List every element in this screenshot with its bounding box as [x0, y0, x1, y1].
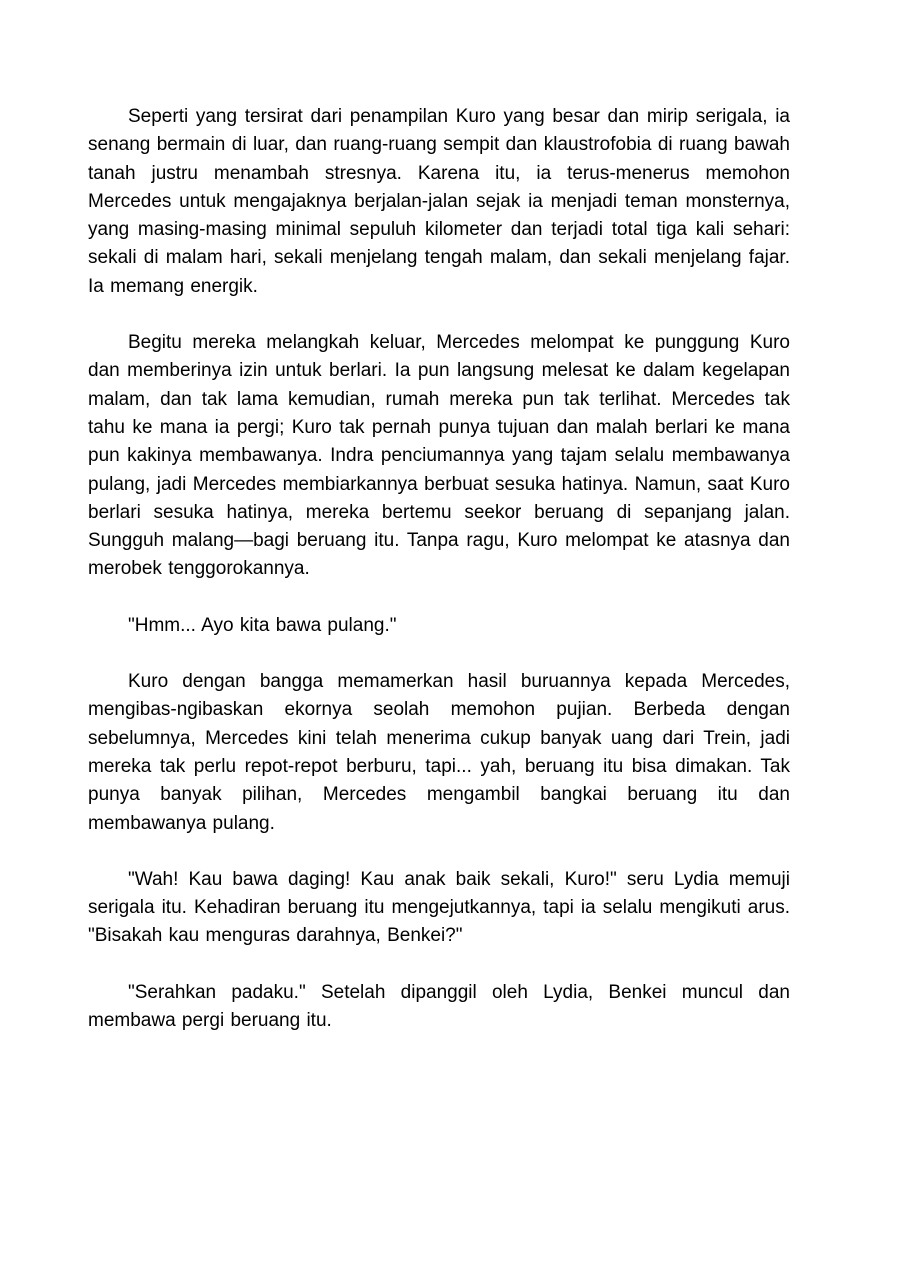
- paragraph-1: Seperti yang tersirat dari penampilan Kuro yang besar dan mirip serigala, ia senang bermain di luar, dan ruang-ruang sempit dan klaustrofobia di ruang bawah tanah justru menambah stresnya. Karena itu, ia terus-menerus memohon Mercedes untuk mengajaknya berjalan-jalan sejak ia menjadi teman monsternya, yang masing-masing minimal sepuluh kilometer dan terjadi total tiga kali sehari: sekali di malam hari, sekali menjelang tengah malam, dan sekali menjelang fajar. Ia memang energik.: [88, 106, 790, 297]
- paragraph-5-dialogue: "Wah! Kau bawa daging! Kau anak baik sekali, Kuro!" seru Lydia memuji serigala itu. Kehadiran beruang itu mengejutkannya, tapi ia selalu mengikuti arus. "Bisakah kau menguras darahnya, Benkei?": [88, 868, 790, 947]
- story-text-block: [88, 103, 790, 1063]
- paragraph-6-dialogue: "Serahkan padaku." Setelah dipanggil oleh Lydia, Benkei muncul dan membawa pergi beruang itu.: [88, 981, 790, 1032]
- paragraph-3-dialogue: "Hmm... Ayo kita bawa pulang.": [128, 614, 397, 636]
- paragraph-2: Begitu mereka melangkah keluar, Mercedes melompat ke punggung Kuro dan memberinya izin untuk berlari. Ia pun langsung melesat ke dalam kegelapan malam, dan tak lama kemudian, rumah mereka pun tak terlihat. Mercedes tak tahu ke mana ia pergi; Kuro tak pernah punya tujuan dan malah berlari ke mana pun kakinya membawanya. Indra penciumannya yang tajam selalu membawanya pulang, jadi Mercedes membiarkannya berbuat sesuka hatinya. Namun, saat Kuro berlari sesuka hatinya, mereka bertemu seekor beruang di sepanjang jalan. Sungguh malang—bagi beruang itu. Tanpa ragu, Kuro melompat ke atasnya dan merobek tenggorokannya.: [88, 332, 790, 580]
- paragraph-4: Kuro dengan bangga memamerkan hasil buruannya kepada Mercedes, mengibas-ngibaskan ekornya seolah memohon pujian. Berbeda dengan sebelumnya, Mercedes kini telah menerima cukup banyak uang dari Trein, jadi mereka tak perlu repot-repot berburu, tapi... yah, beruang itu bisa dimakan. Tak punya banyak pilihan, Mercedes mengambil bangkai beruang itu dan membawanya pulang.: [88, 671, 790, 834]
